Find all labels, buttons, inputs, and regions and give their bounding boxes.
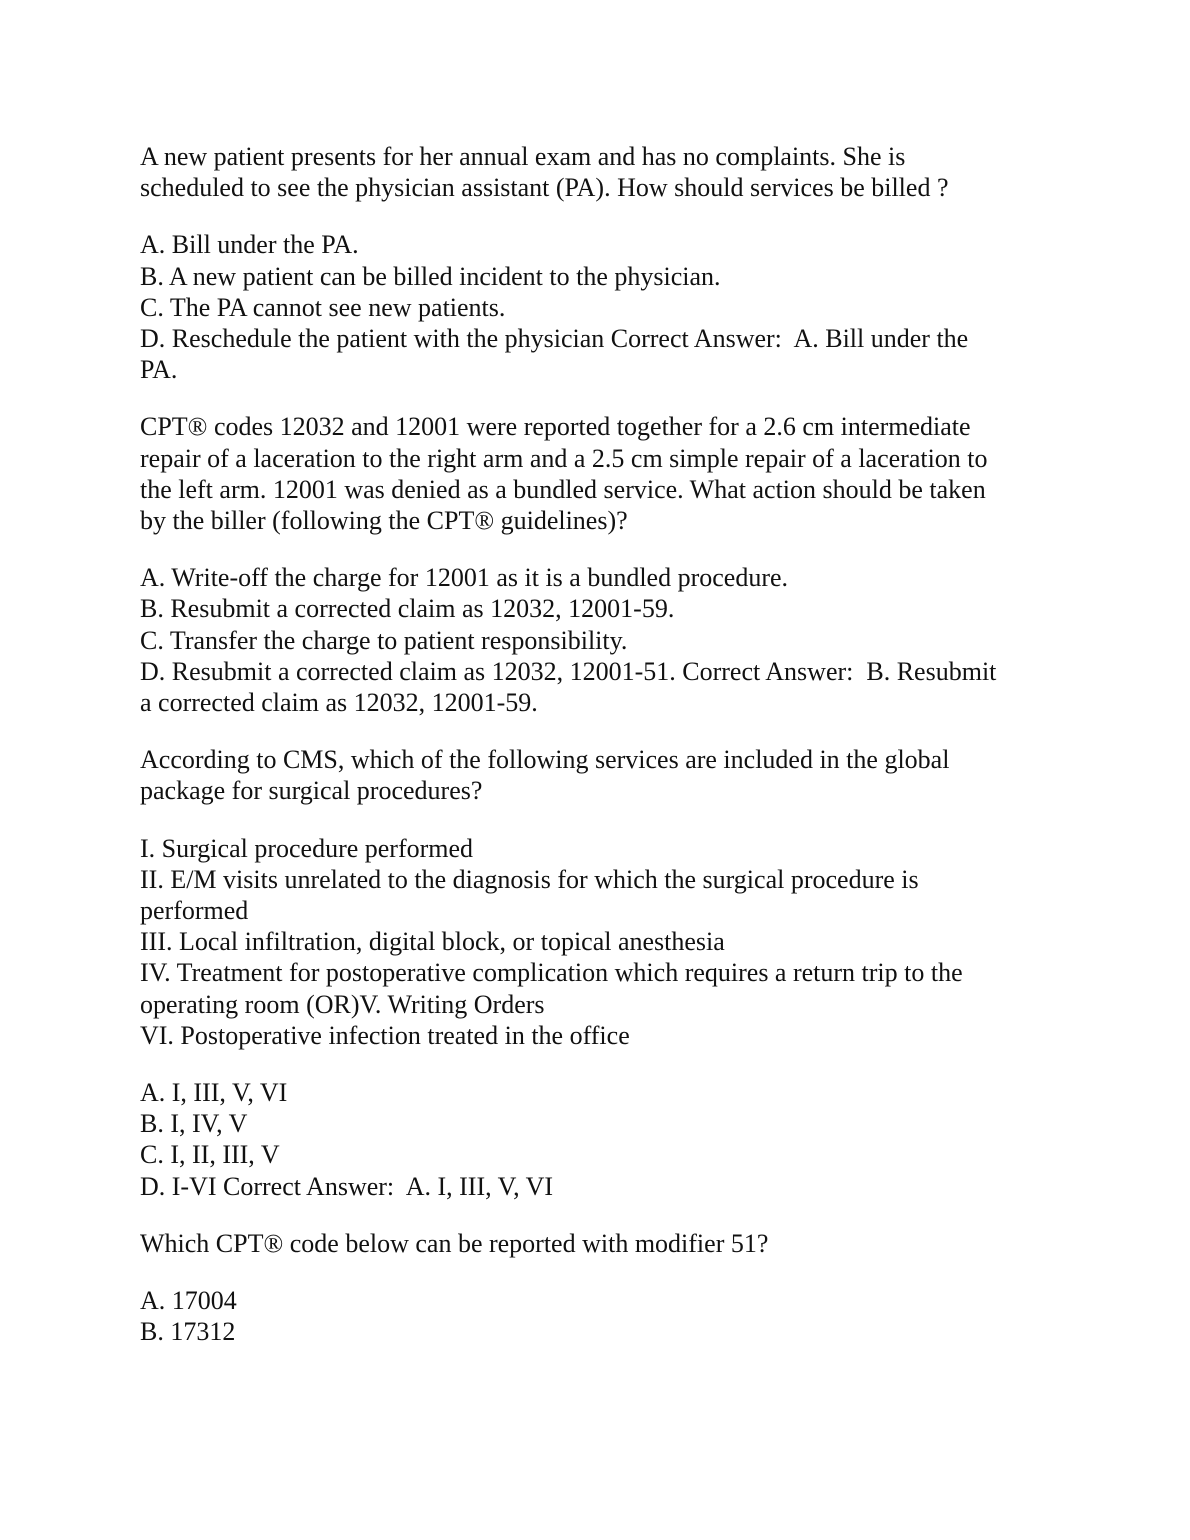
- list-line: performed: [140, 896, 249, 926]
- text-line: CPT® codes 12032 and 12001 were reported together for a 2.6 cm intermediate: [140, 412, 971, 442]
- question-3-list: [140, 833, 1050, 1051]
- option-line: D. Reschedule the patient with the physician Correct Answer: A. Bill under the: [140, 324, 969, 354]
- text-line: A new patient presents for her annual exam and has no complaints. She is: [140, 142, 906, 171]
- option-line: C. I, II, III, V: [140, 1140, 280, 1170]
- option-line: C. Transfer the charge to patient responsibility.: [140, 625, 628, 655]
- question-1-options: [140, 229, 1050, 385]
- list-line: II. E/M visits unrelated to the diagnosis for which the surgical procedure is: [140, 864, 919, 894]
- question-1-text: [140, 141, 1050, 203]
- list-line: operating room (OR)V. Writing Orders: [140, 989, 545, 1019]
- text-line: Which CPT® code below can be reported with modifier 51?: [140, 1228, 769, 1258]
- document-page: [140, 141, 1050, 1374]
- text-line: by the biller (following the CPT® guidelines)?: [140, 506, 628, 536]
- question-2-options: [140, 562, 1050, 718]
- question-4-text: [140, 1228, 1050, 1259]
- question-2-text: [140, 411, 1050, 536]
- option-line: D. I-VI Correct Answer: A. I, III, V, VI: [140, 1171, 554, 1201]
- list-line: III. Local infiltration, digital block, or topical anesthesia: [140, 927, 725, 957]
- text-line: scheduled to see the physician assistant (PA). How should services be billed ?: [140, 173, 949, 203]
- list-line: I. Surgical procedure performed: [140, 833, 474, 863]
- option-line: A. Bill under the PA.: [140, 230, 359, 260]
- option-line: B. I, IV, V: [140, 1109, 248, 1139]
- question-3-options: [140, 1077, 1050, 1202]
- option-line: a corrected claim as 12032, 12001-59.: [140, 688, 538, 718]
- list-line: IV. Treatment for postoperative complication which requires a return trip to the: [140, 958, 963, 988]
- text-line: package for surgical procedures?: [140, 776, 483, 806]
- option-line: PA.: [140, 355, 178, 385]
- question-4-options: [140, 1285, 1050, 1347]
- option-line: B. Resubmit a corrected claim as 12032, 12001-59.: [140, 594, 675, 624]
- text-line: According to CMS, which of the following services are included in the global: [140, 745, 950, 775]
- option-line: D. Resubmit a corrected claim as 12032, 12001-51. Correct Answer: B. Resubmit: [140, 656, 997, 686]
- option-line: A. Write-off the charge for 12001 as it is a bundled procedure.: [140, 563, 789, 593]
- list-line: VI. Postoperative infection treated in the office: [140, 1020, 630, 1050]
- option-line: A. I, III, V, VI: [140, 1078, 288, 1108]
- text-line: repair of a laceration to the right arm and a 2.5 cm simple repair of a laceration to: [140, 443, 988, 473]
- option-line: C. The PA cannot see new patients.: [140, 292, 506, 322]
- question-3-text: [140, 744, 1050, 806]
- text-line: the left arm. 12001 was denied as a bundled service. What action should be taken: [140, 474, 986, 504]
- option-line: B. 17312: [140, 1317, 236, 1347]
- option-line: B. A new patient can be billed incident to the physician.: [140, 261, 721, 291]
- option-line: A. 17004: [140, 1286, 237, 1316]
